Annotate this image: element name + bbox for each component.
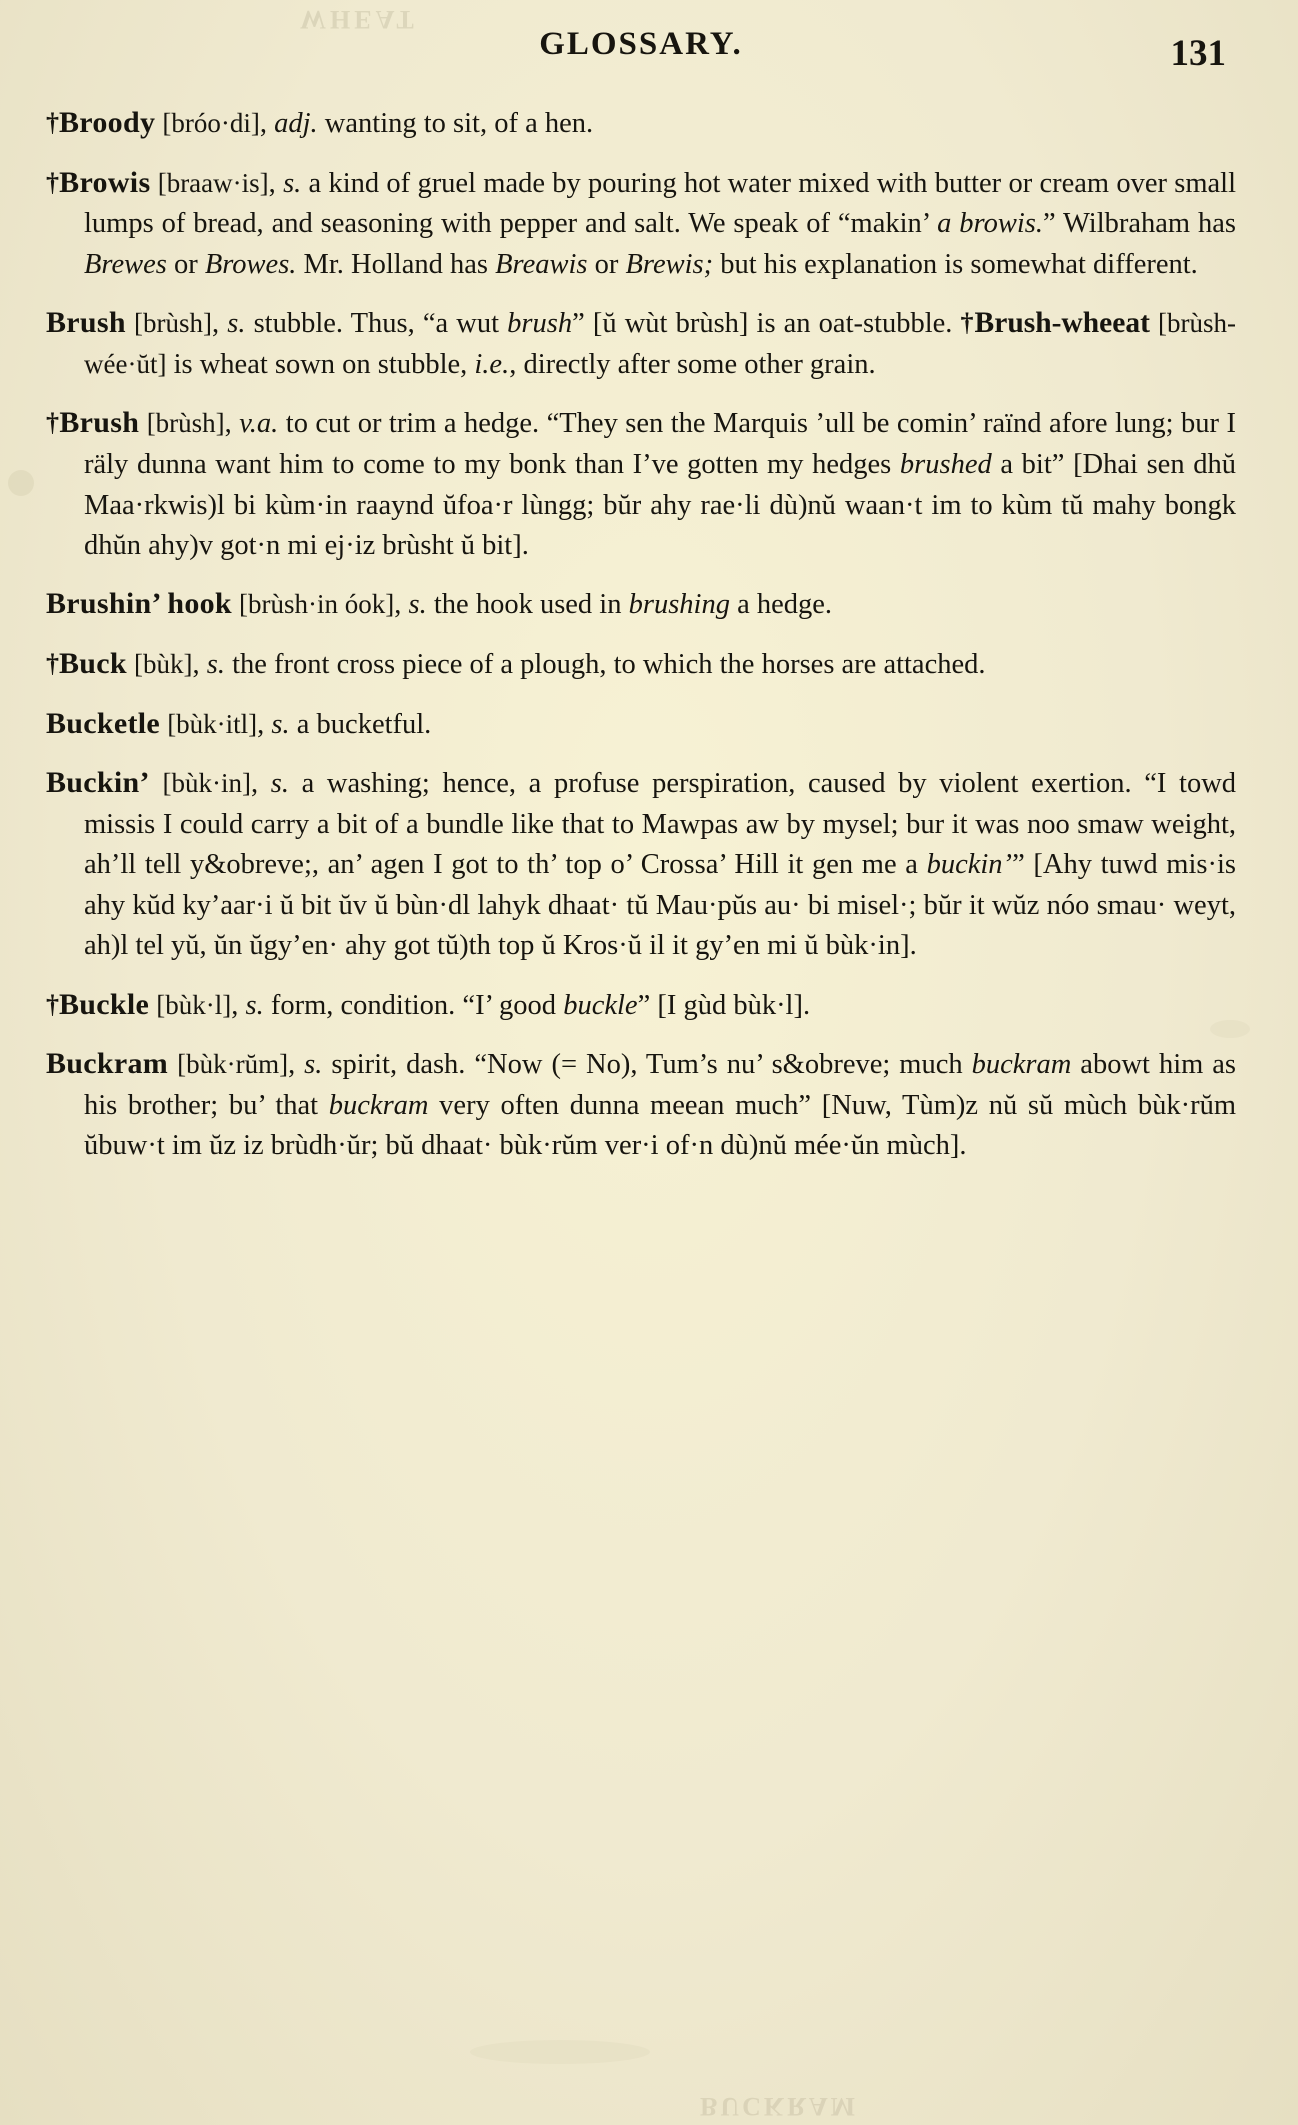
glossary-entry: †Broody [bróo·di], adj. wanting to sit, of a hen. [46, 106, 594, 139]
glossary-entry: Bucketle [bùk·itl], s. a bucketful. [46, 706, 432, 740]
paper-blemish [470, 2040, 650, 2064]
page-number: 131 [1170, 33, 1226, 74]
glossary-entry: Brush [brùsh], s. stubble. Thus, “a wut brush” [ŭ wùt brùsh] is an oat-stubble. †Brush-wheeat [brùsh-wée·ŭt] is wheat sown on stubble, i.e., directly after some other grain. [46, 306, 1237, 380]
glossary-entry: Buckin’ [bùk·in], s. a washing; hence, a profuse perspiration, caused by violent exertion. “I towd missis I could carry a bit of a bundle like that to Mawpas aw by mysel; bur it was noo smaw weight, ah’ll tell y&obreve;, an’ agen I got to th’ top o’ Crossa’ Hill it gen me a buckin’” [Ahy tuwd mis·is ahy kŭd ky’aar·i ŭ bit ŭv ŭ bùn·dl lahyk dhaat· tŭ Mau·pŭs au· bi misel·; bŭr it wŭz nóo smau· weyt, ah)l tel yŭ, ŭn ŭgy’en· ahy got tŭ)th top ŭ Kros·ŭ il it gy’en mi ŭ bùk·in]. [46, 766, 1237, 962]
running-head: GLOSSARY. [539, 26, 743, 62]
glossary-entry: †Browis [braaw·is], s. a kind of gruel made by pouring hot water mixed with butter or cream over small lumps of bread, and seasoning with pepper and salt. We speak of “makin’ a browis.” Wilbraham has Brewes or Browes. Mr. Holland has Breawis or Brewis; but his explanation is somewhat different. [46, 165, 1237, 280]
glossary-entry-list [46, 102, 1236, 1167]
glossary-entry: Buckram [bùk·rŭm], s. spirit, dash. “Now (= No), Tum’s nu’ s&obreve; much buckram abowt him as his brother; bu’ that buckram very often dunna meean much” [Nuw, Tùm)z nŭ sŭ mùch bùk·rŭm ŭbuw·t im ŭz iz brùdh·ŭr; bŭ dhaat· bùk·rŭm ver·i of·n dù)nŭ mée·ŭn mùch]. [46, 1047, 1237, 1162]
glossary-entry: †Buck [bùk], s. the front cross piece of a plough, to which the horses are attached. [46, 647, 986, 681]
paper-blemish [8, 470, 34, 496]
showthrough-text-bottom: BUCKRAM [700, 2092, 859, 2121]
showthrough-text-top: WHEAT [300, 5, 418, 34]
glossary-entry: †Brush [brùsh], v.a. to cut or trim a hedge. “They sen the Marquis ’ull be comin’ raïnd afore lung; bur I räly dunna want him to come to my bonk than I’ve gotten my hedges brushed a bit” [Dhai sen dhŭ Maa·rkwis)l bi kùm·in raaynd ŭfoa·r lùngg; bŭr ahy rae·li dù)nŭ waan·t im to kùm tŭ mahy bongk dhŭn ahy)v got·n mi ej·iz brùsht ŭ bit]. [46, 406, 1236, 561]
glossary-entry: †Buckle [bùk·l], s. form, condition. “I’ good buckle” [I gùd bùk·l]. [46, 987, 811, 1021]
glossary-entry: Brushin’ hook [brùsh·in óok], s. the hook used in brushing a hedge. [46, 587, 833, 621]
page-header [46, 26, 1236, 88]
